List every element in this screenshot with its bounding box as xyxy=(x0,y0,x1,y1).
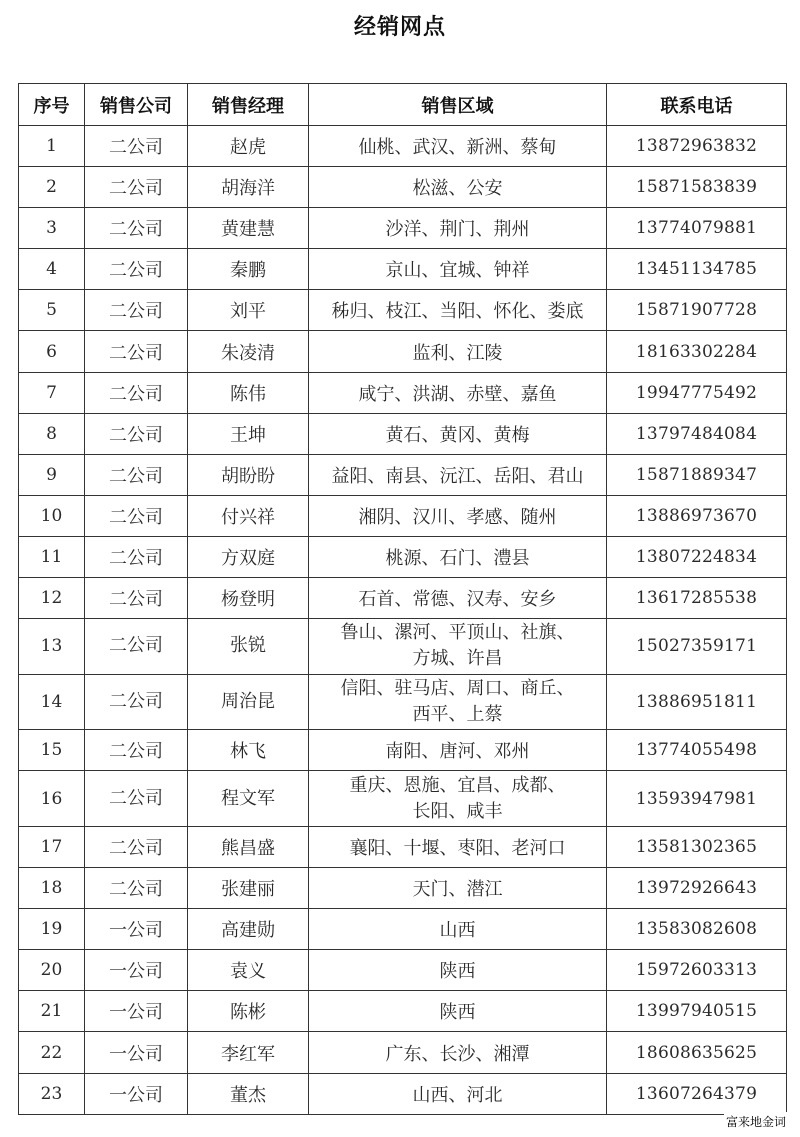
header-manager: 销售经理 xyxy=(188,84,309,126)
sales-region: 仙桃、武汉、新洲、蔡甸 xyxy=(309,126,607,167)
sales-manager: 董杰 xyxy=(188,1073,309,1114)
sales-region: 京山、宜城、钟祥 xyxy=(309,249,607,290)
row-number: 18 xyxy=(19,868,85,909)
table-row xyxy=(19,454,787,495)
sales-company: 一公司 xyxy=(85,991,188,1032)
sales-company: 二公司 xyxy=(85,372,188,413)
sales-manager: 陈彬 xyxy=(188,991,309,1032)
contact-phone: 13997940515 xyxy=(607,991,787,1032)
table-row xyxy=(19,868,787,909)
sales-company: 一公司 xyxy=(85,1073,188,1114)
sales-region: 湘阴、汉川、孝感、随州 xyxy=(309,495,607,536)
contact-phone: 13807224834 xyxy=(607,536,787,577)
sales-manager: 林飞 xyxy=(188,730,309,771)
table-row xyxy=(19,991,787,1032)
sales-region xyxy=(309,674,607,730)
sales-manager: 付兴祥 xyxy=(188,495,309,536)
sales-region: 咸宁、洪湖、赤壁、嘉鱼 xyxy=(309,372,607,413)
contact-phone: 15871583839 xyxy=(607,167,787,208)
row-number: 14 xyxy=(19,674,85,730)
sales-region: 广东、长沙、湘潭 xyxy=(309,1032,607,1073)
sales-manager: 赵虎 xyxy=(188,126,309,167)
row-number: 6 xyxy=(19,331,85,372)
sales-region: 南阳、唐河、邓州 xyxy=(309,730,607,771)
row-number: 8 xyxy=(19,413,85,454)
sales-manager: 王坤 xyxy=(188,413,309,454)
header-company: 销售公司 xyxy=(85,84,188,126)
sales-company: 二公司 xyxy=(85,578,188,619)
contact-phone: 13774055498 xyxy=(607,730,787,771)
sales-region: 秭归、枝江、当阳、怀化、娄底 xyxy=(309,290,607,331)
sales-region-line: 方城、许昌 xyxy=(412,648,503,670)
sales-manager: 张建丽 xyxy=(188,868,309,909)
contact-phone: 18163302284 xyxy=(607,331,787,372)
row-number: 3 xyxy=(19,208,85,249)
table-row xyxy=(19,290,787,331)
sales-manager: 高建勋 xyxy=(188,909,309,950)
contact-phone: 19947775492 xyxy=(607,372,787,413)
sales-manager: 胡海洋 xyxy=(188,167,309,208)
sales-region: 石首、常德、汉寿、安乡 xyxy=(309,578,607,619)
sales-manager: 袁义 xyxy=(188,950,309,991)
contact-phone: 15871889347 xyxy=(607,454,787,495)
sales-manager: 周治昆 xyxy=(188,674,309,730)
sales-region-line: 长阳、咸丰 xyxy=(412,800,503,822)
sales-company: 二公司 xyxy=(85,331,188,372)
table-row xyxy=(19,771,787,827)
row-number: 20 xyxy=(19,950,85,991)
sales-region: 山西 xyxy=(309,909,607,950)
contact-phone: 13581302365 xyxy=(607,827,787,868)
sales-region-line: 信阳、驻马店、周口、商丘、 xyxy=(340,678,575,700)
contact-phone: 13886973670 xyxy=(607,495,787,536)
table-row xyxy=(19,126,787,167)
row-number: 1 xyxy=(19,126,85,167)
page-title: 经销网点 xyxy=(353,15,446,40)
sales-company: 一公司 xyxy=(85,909,188,950)
row-number: 4 xyxy=(19,249,85,290)
header-phone: 联系电话 xyxy=(607,84,787,126)
sales-region: 桃源、石门、澧县 xyxy=(309,536,607,577)
contact-phone: 15972603313 xyxy=(607,950,787,991)
watermark: 富来地金词 xyxy=(724,1112,788,1131)
sales-region: 天门、潜江 xyxy=(309,868,607,909)
table-row xyxy=(19,208,787,249)
sales-region xyxy=(309,771,607,827)
row-number: 12 xyxy=(19,578,85,619)
sales-manager: 刘平 xyxy=(188,290,309,331)
table-row xyxy=(19,674,787,730)
table-row xyxy=(19,495,787,536)
sales-manager: 朱凌清 xyxy=(188,331,309,372)
sales-company: 二公司 xyxy=(85,536,188,577)
table-row xyxy=(19,619,787,675)
contact-phone: 15871907728 xyxy=(607,290,787,331)
row-number: 17 xyxy=(19,827,85,868)
table-row xyxy=(19,536,787,577)
table-row xyxy=(19,950,787,991)
row-number: 7 xyxy=(19,372,85,413)
row-number: 21 xyxy=(19,991,85,1032)
contact-phone: 13583082608 xyxy=(607,909,787,950)
contact-phone: 13797484084 xyxy=(607,413,787,454)
sales-region: 襄阳、十堰、枣阳、老河口 xyxy=(309,827,607,868)
contact-phone: 13886951811 xyxy=(607,674,787,730)
table-row xyxy=(19,578,787,619)
sales-manager: 程文军 xyxy=(188,771,309,827)
table-row xyxy=(19,1032,787,1073)
contact-phone: 13451134785 xyxy=(607,249,787,290)
sales-region: 沙洋、荆门、荆州 xyxy=(309,208,607,249)
row-number: 15 xyxy=(19,730,85,771)
table-row xyxy=(19,372,787,413)
sales-region: 益阳、南县、沅江、岳阳、君山 xyxy=(309,454,607,495)
table-body xyxy=(19,126,787,1115)
row-number: 2 xyxy=(19,167,85,208)
header-region: 销售区域 xyxy=(309,84,607,126)
table-row xyxy=(19,331,787,372)
sales-manager: 陈伟 xyxy=(188,372,309,413)
contact-phone: 13872963832 xyxy=(607,126,787,167)
contact-phone: 13972926643 xyxy=(607,868,787,909)
sales-region-line: 西平、上蔡 xyxy=(412,704,503,726)
row-number: 9 xyxy=(19,454,85,495)
sales-company: 二公司 xyxy=(85,771,188,827)
sales-company: 二公司 xyxy=(85,868,188,909)
sales-company: 二公司 xyxy=(85,126,188,167)
contact-phone: 13593947981 xyxy=(607,771,787,827)
sales-company: 二公司 xyxy=(85,674,188,730)
sales-company: 二公司 xyxy=(85,208,188,249)
sales-company: 二公司 xyxy=(85,730,188,771)
table-row xyxy=(19,167,787,208)
row-number: 5 xyxy=(19,290,85,331)
table-row xyxy=(19,730,787,771)
dealer-table xyxy=(18,83,787,1115)
sales-region-line: 重庆、恩施、宜昌、成都、 xyxy=(349,774,566,796)
row-number: 10 xyxy=(19,495,85,536)
sales-region: 黄石、黄冈、黄梅 xyxy=(309,413,607,454)
sales-region: 监利、江陵 xyxy=(309,331,607,372)
table-row xyxy=(19,1073,787,1114)
header-row xyxy=(19,84,787,126)
sales-region-line: 鲁山、漯河、平顶山、社旗、 xyxy=(340,622,575,644)
header-no: 序号 xyxy=(19,84,85,126)
sales-region: 山西、河北 xyxy=(309,1073,607,1114)
sales-manager: 熊昌盛 xyxy=(188,827,309,868)
sales-company: 二公司 xyxy=(85,495,188,536)
sales-company: 一公司 xyxy=(85,950,188,991)
table-row xyxy=(19,827,787,868)
contact-phone: 13774079881 xyxy=(607,208,787,249)
sales-company: 二公司 xyxy=(85,290,188,331)
contact-phone: 13617285538 xyxy=(607,578,787,619)
contact-phone: 15027359171 xyxy=(607,619,787,675)
sales-company: 二公司 xyxy=(85,827,188,868)
row-number: 16 xyxy=(19,771,85,827)
row-number: 22 xyxy=(19,1032,85,1073)
row-number: 23 xyxy=(19,1073,85,1114)
sales-company: 一公司 xyxy=(85,1032,188,1073)
sales-company: 二公司 xyxy=(85,454,188,495)
sales-company: 二公司 xyxy=(85,167,188,208)
sales-manager: 黄建慧 xyxy=(188,208,309,249)
sales-company: 二公司 xyxy=(85,619,188,675)
contact-phone: 18608635625 xyxy=(607,1032,787,1073)
sales-manager: 方双庭 xyxy=(188,536,309,577)
table-row xyxy=(19,249,787,290)
contact-phone: 13607264379 xyxy=(607,1073,787,1114)
sales-region xyxy=(309,619,607,675)
sales-manager: 秦鹏 xyxy=(188,249,309,290)
sales-region: 陕西 xyxy=(309,950,607,991)
sales-manager: 胡盼盼 xyxy=(188,454,309,495)
sales-region: 松滋、公安 xyxy=(309,167,607,208)
row-number: 13 xyxy=(19,619,85,675)
table-row xyxy=(19,413,787,454)
sales-company: 二公司 xyxy=(85,413,188,454)
sales-manager: 李红军 xyxy=(188,1032,309,1073)
table-row xyxy=(19,909,787,950)
row-number: 19 xyxy=(19,909,85,950)
sales-manager: 张锐 xyxy=(188,619,309,675)
sales-company: 二公司 xyxy=(85,249,188,290)
sales-region: 陕西 xyxy=(309,991,607,1032)
sales-manager: 杨登明 xyxy=(188,578,309,619)
row-number: 11 xyxy=(19,536,85,577)
